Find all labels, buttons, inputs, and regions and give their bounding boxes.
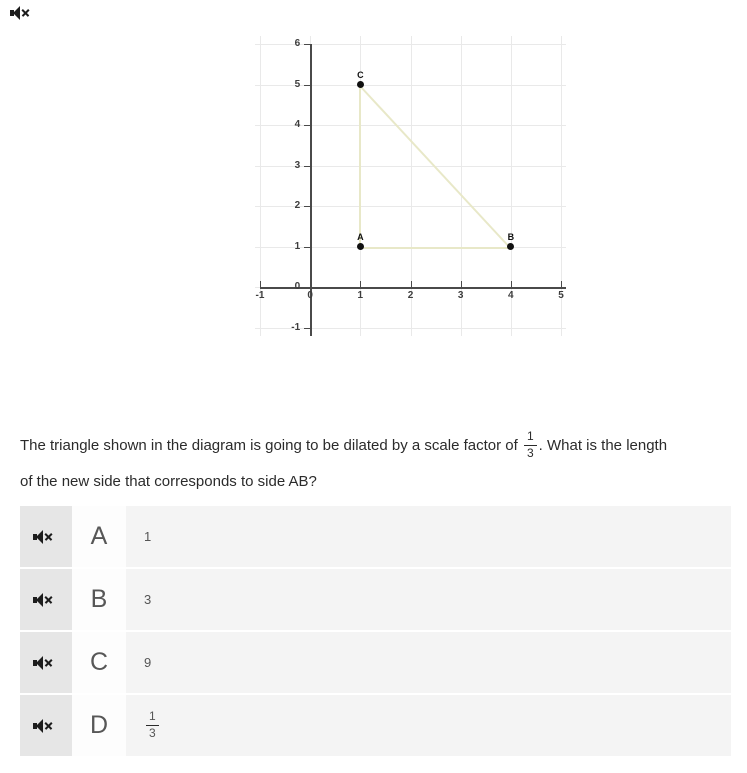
x-axis-tick [360,281,361,287]
vertex-point-B [507,243,514,250]
answer-options-list [20,506,731,758]
option-audio-button-a[interactable] [20,506,72,567]
option-value-a[interactable]: 1 [126,506,731,567]
speaker-muted-icon [33,655,59,671]
speaker-muted-icon [33,529,59,545]
gridline-horizontal [255,328,566,329]
question-text [20,428,732,500]
option-fraction [146,710,159,741]
question-part-2: . What is the length [538,437,668,454]
gridline-horizontal [255,85,566,86]
plot-area [255,36,566,336]
answer-option-d[interactable] [20,695,731,756]
x-axis-label: 2 [407,290,414,302]
y-axis-tick [304,166,310,167]
y-axis-label: 4 [294,119,301,131]
question-part-1: The triangle shown in the diagram is going to be dilated by a scale factor of [20,437,518,454]
vertex-label-C: C [357,69,364,80]
y-axis-label: 3 [294,159,301,171]
y-axis-label: 1 [294,240,301,252]
x-axis-tick [260,281,261,287]
x-axis-label: 0 [307,290,313,302]
option-letter-a: A [72,506,126,567]
option-value-b[interactable]: 3 [126,569,731,630]
gridline-horizontal [255,206,566,207]
x-axis-label: -1 [255,290,265,302]
question-line-2: of the new side that corresponds to side AB? [20,473,317,490]
x-axis-tick [461,281,462,287]
x-axis-label: 4 [508,290,514,302]
y-axis-label: 0 [294,281,301,293]
fraction-numerator: 1 [526,428,534,443]
option-value-c[interactable]: 9 [126,632,731,693]
option-audio-button-d[interactable] [20,695,72,756]
y-axis-label: 2 [294,200,301,212]
answer-option-b[interactable] [20,569,731,630]
vertex-label-A: A [357,231,364,242]
answer-option-c[interactable] [20,632,731,693]
y-axis-label: -1 [291,322,301,333]
option-value-d[interactable] [126,695,731,756]
option-letter-d: D [72,695,126,756]
speaker-muted-icon [10,5,36,21]
x-axis-tick [561,281,562,287]
option-audio-button-b[interactable] [20,569,72,630]
vertex-point-C [357,81,364,88]
speaker-muted-icon [33,718,59,734]
answer-option-a[interactable] [20,506,731,567]
x-axis-label: 1 [357,290,364,302]
gridline-horizontal [255,44,566,45]
y-axis-tick [304,85,310,86]
option-letter-b: B [72,569,126,630]
fraction-numerator: 1 [149,709,156,724]
y-axis-label: 6 [294,38,301,49]
page-audio-button[interactable] [10,4,40,26]
fraction-denominator: 3 [526,445,534,460]
vertex-point-A [357,243,364,250]
gridline-horizontal [255,166,566,167]
fraction-denominator: 3 [149,726,156,740]
x-axis-tick [411,281,412,287]
question-fraction [524,430,537,461]
y-axis-tick [304,247,310,248]
y-axis-tick [304,125,310,126]
coordinate-plane-figure [255,36,566,336]
x-axis-label: 3 [457,290,464,302]
y-axis-tick [304,287,310,288]
option-letter-c: C [72,632,126,693]
gridline-horizontal [255,125,566,126]
x-axis-label: 5 [558,290,564,302]
y-axis-tick [304,206,310,207]
x-axis-tick [511,281,512,287]
triangle-side-AB [360,247,511,249]
y-axis-tick [304,328,310,329]
y-axis-tick [304,44,310,45]
option-audio-button-c[interactable] [20,632,72,693]
triangle-side-CB [360,85,512,249]
y-axis-label: 5 [294,78,301,90]
speaker-muted-icon [33,592,59,608]
x-axis-tick [310,281,311,287]
vertex-label-B: B [507,231,515,242]
